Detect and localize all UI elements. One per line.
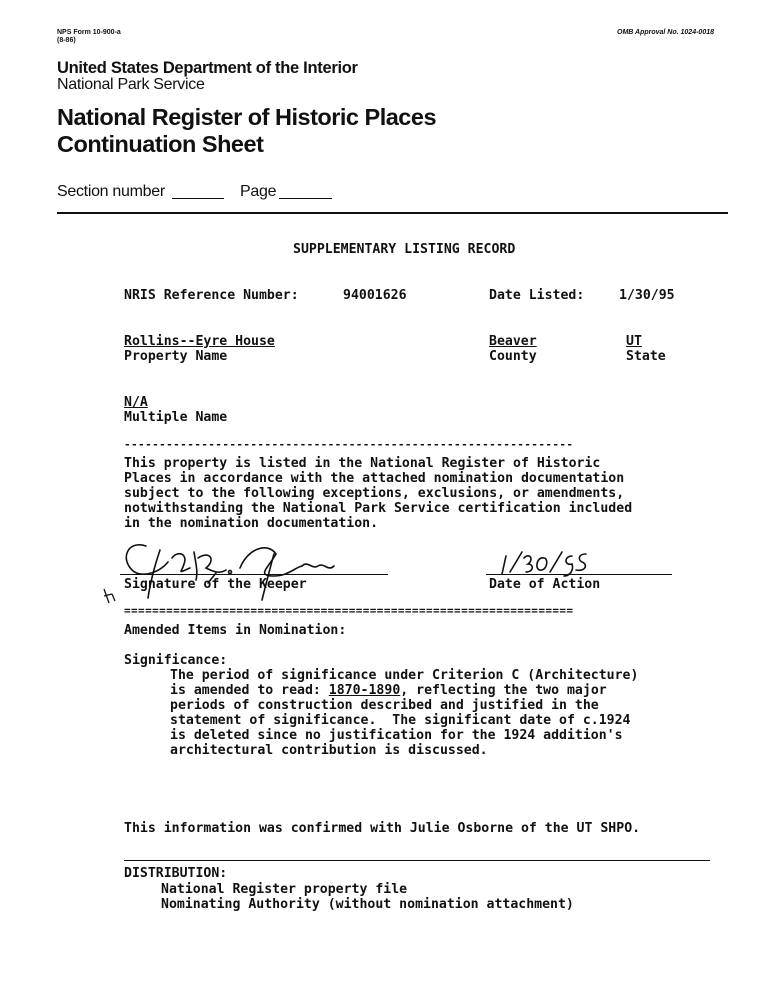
significance-line: The period of significance under Criterion C (Architecture): [170, 668, 639, 683]
page-title: National Register of Historic Places: [57, 104, 437, 130]
service-name: National Park Service: [57, 76, 205, 93]
period-of-significance: 1870-1890: [328, 683, 401, 698]
distribution-heading: DISTRIBUTION:: [124, 866, 228, 881]
page-subtitle: Continuation Sheet: [57, 131, 264, 157]
amended-heading: Amended Items in Nomination:: [124, 623, 347, 638]
section-number-label: Section number: [57, 183, 165, 200]
nris-value: 94001626: [343, 288, 407, 303]
page-label: Page: [240, 183, 277, 200]
statement-line: Places in accordance with the attached nomination documentation: [124, 471, 625, 486]
keeper-signature-image: [98, 528, 398, 608]
significance-line: architectural contribution is discussed.: [170, 743, 488, 758]
nris-label: NRIS Reference Number:: [124, 288, 299, 303]
form-date: (8-86): [57, 37, 76, 44]
significance-line: [170, 683, 607, 698]
date-listed-value: 1/30/95: [619, 288, 675, 303]
statement-line: subject to the following exceptions, exclusions, or amendments,: [124, 486, 625, 501]
date-of-action-label: Date of Action: [489, 577, 601, 592]
multiple-name-value: N/A: [124, 395, 148, 410]
signature-label: Signature of the Keeper: [124, 577, 307, 592]
dash-rule: ----------------------------------------------------------------: [124, 438, 574, 451]
significance-line: periods of construction described and justified in the: [170, 698, 599, 713]
distribution-item: National Register property file: [161, 882, 408, 897]
county-value: Beaver: [489, 334, 537, 349]
record-heading: SUPPLEMENTARY LISTING RECORD: [293, 242, 516, 257]
handwritten-mark: [100, 585, 120, 605]
double-rule: ================================================================: [124, 604, 574, 617]
county-label: County: [489, 349, 537, 364]
statement-line: notwithstanding the National Park Service certification included: [124, 501, 633, 516]
omb-approval: OMB Approval No. 1024-0018: [617, 29, 714, 36]
property-name-label: Property Name: [124, 349, 228, 364]
statement-line: This property is listed in the National Register of Historic: [124, 456, 601, 471]
signature-line: [120, 574, 388, 575]
section-number-blank: [172, 198, 224, 199]
date-listed-label: Date Listed:: [489, 288, 585, 303]
confirmation-note: This information was confirmed with Julie Osborne of the UT SHPO.: [124, 821, 641, 836]
significance-line-end: , reflecting the two major: [400, 683, 607, 698]
property-name-value: Rollins--Eyre House: [124, 334, 275, 349]
page-blank: [279, 198, 332, 199]
header-rule: [57, 212, 728, 214]
date-of-action-line: [486, 574, 672, 575]
department-name: United States Department of the Interior: [57, 59, 358, 77]
significance-line: statement of significance. The significant date of c.1924: [170, 713, 631, 728]
state-label: State: [626, 349, 666, 364]
statement-line: in the nomination documentation.: [124, 516, 379, 531]
multiple-name-label: Multiple Name: [124, 410, 228, 425]
distribution-rule: [124, 860, 710, 861]
significance-line-start: is amended to read:: [170, 683, 329, 698]
distribution-item: Nominating Authority (without nomination attachment): [161, 897, 574, 912]
form-number: NPS Form 10-900-a: [57, 29, 121, 36]
significance-heading: Significance:: [124, 653, 228, 668]
state-value: UT: [626, 334, 642, 349]
significance-line: is deleted since no justification for the 1924 addition's: [170, 728, 623, 743]
